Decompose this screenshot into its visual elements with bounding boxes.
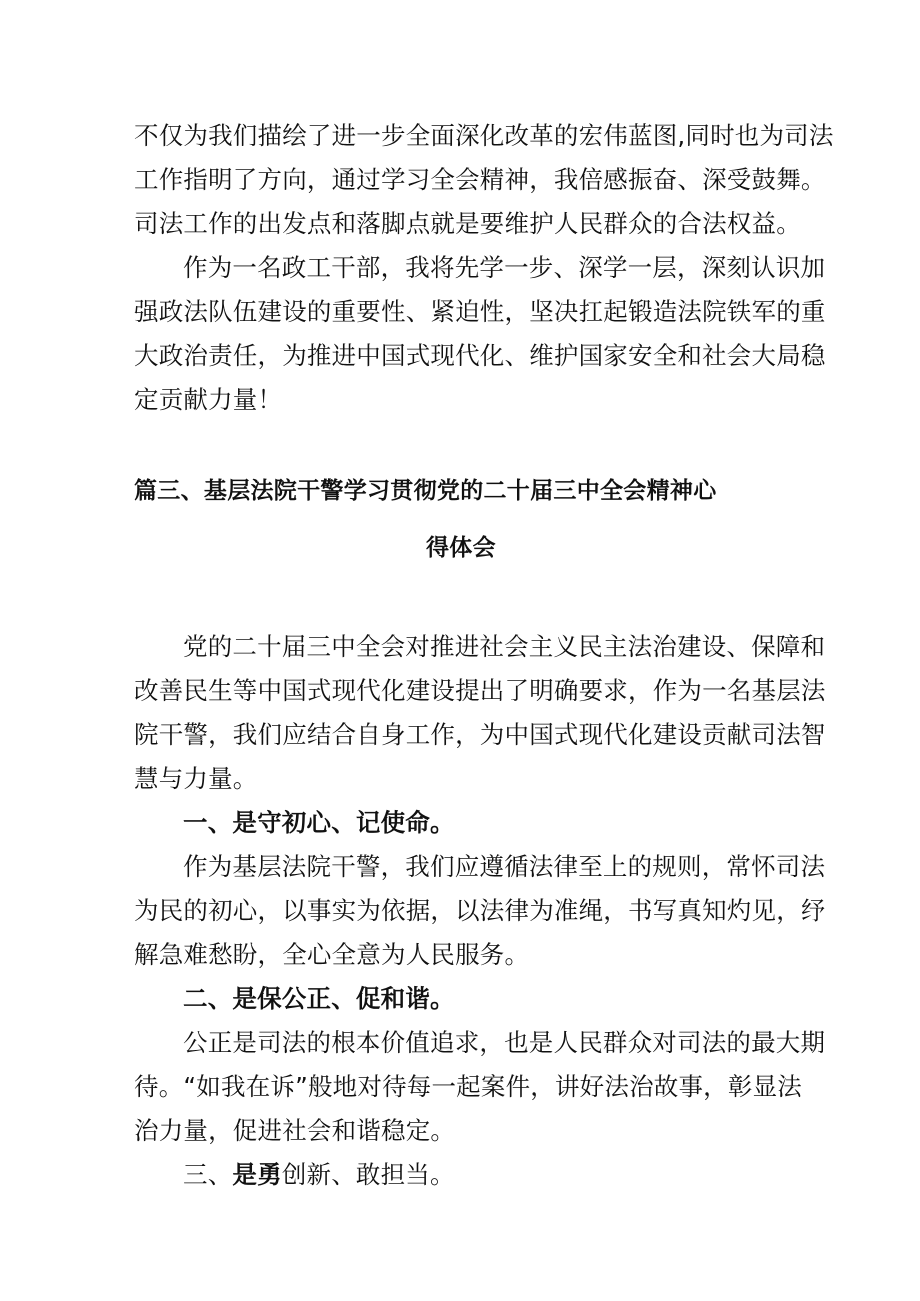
section-title: 篇三、基层法院干警学习贯彻党的二十届三中全会精神心 bbox=[134, 478, 717, 504]
paragraph-line: 司法工作的出发点和落脚点就是要维护人民群众的合法权益。 bbox=[134, 209, 801, 238]
paragraph-line: 不仅为我们描绘了进一步全面深化改革的宏伟蓝图,同时也为司法 bbox=[134, 121, 834, 150]
paragraph-line: 待。“如我在诉”般地对待每一起案件，讲好法治故事，彰显法 bbox=[134, 1072, 802, 1101]
paragraph-line: 慧与力量。 bbox=[134, 764, 258, 793]
point-heading-2: 二、是保公正、促和谐。 bbox=[183, 984, 455, 1013]
paragraph-line: 作为基层法院干警，我们应遵循法律至上的规则，常怀司法 bbox=[183, 852, 826, 881]
section-title-continued: 得体会 bbox=[426, 535, 496, 561]
paragraph-line: 工作指明了方向，通过学习全会精神，我倍感振奋、深受鼓舞。 bbox=[134, 165, 826, 194]
paragraph-line: 公正是司法的根本价值追求，也是人民群众对司法的最大期 bbox=[183, 1028, 826, 1057]
point-heading-3 bbox=[183, 1158, 455, 1192]
point-heading-3-bold: 是勇 bbox=[232, 1160, 282, 1189]
paragraph-line: 改善民生等中国式现代化建设提出了明确要求，作为一名基层法 bbox=[134, 676, 826, 705]
paragraph-line: 大政治责任，为推进中国式现代化、维护国家安全和社会大局稳 bbox=[134, 341, 826, 370]
paragraph-line: 作为一名政工干部，我将先学一步、深学一层，深刻认识加 bbox=[183, 253, 826, 282]
point-heading-3-prefix: 三、 bbox=[183, 1160, 233, 1189]
paragraph-line: 强政法队伍建设的重要性、紧迫性，坚决扛起锻造法院铁军的重 bbox=[134, 297, 826, 326]
paragraph-line: 党的二十届三中全会对推进社会主义民主法治建设、保障和 bbox=[183, 632, 826, 661]
paragraph-line: 定贡献力量！ bbox=[134, 385, 283, 414]
point-heading-1: 一、是守初心、记使命。 bbox=[183, 808, 455, 837]
paragraph-line: 为民的初心，以事实为依据，以法律为准绳，书写真知灼见，纾 bbox=[134, 896, 826, 925]
paragraph-line: 院干警，我们应结合自身工作，为中国式现代化建设贡献司法智 bbox=[134, 720, 826, 749]
paragraph-line: 治力量，促进社会和谐稳定。 bbox=[134, 1116, 456, 1145]
point-heading-3-rest: 创新、敢担当。 bbox=[281, 1160, 455, 1189]
paragraph-line: 解急难愁盼，全心全意为人民服务。 bbox=[134, 940, 530, 969]
